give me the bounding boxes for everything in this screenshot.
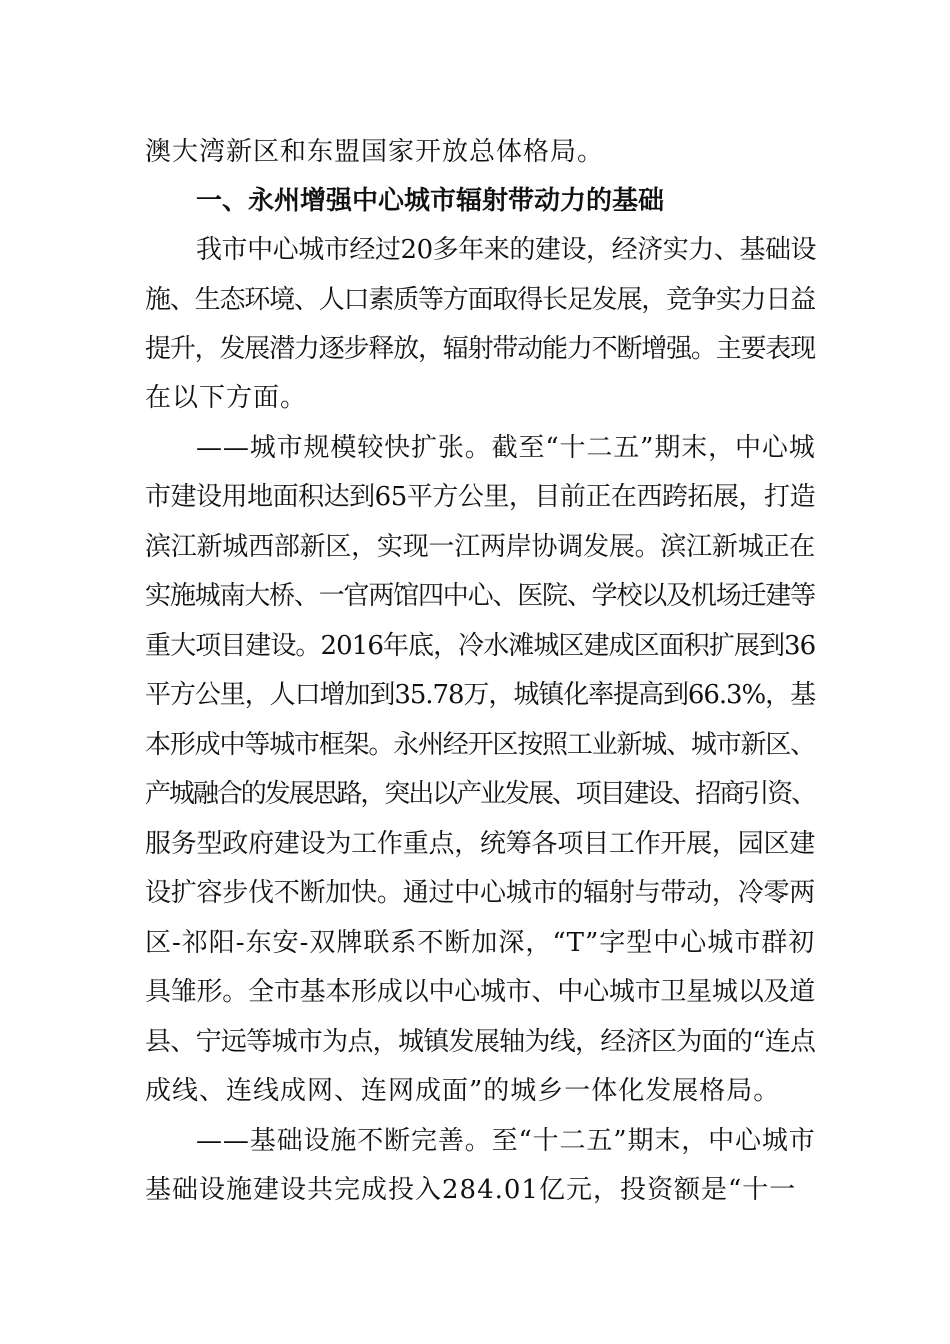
text-line: 我市中心城市经过20多年来的建设，经济实力、基础设 [196, 235, 817, 265]
section-heading: 一、永州增强中心城市辐射带动力的基础 [196, 186, 665, 216]
text-line: 实施城南大桥、一官两馆四中心、医院、学校以及机场迁建等 [145, 581, 816, 611]
text-line: 产城融合的发展思路，突出以产业发展、项目建设、招商引资、 [145, 779, 816, 809]
text-line: 施、生态环境、人口素质等方面取得长足发展，竞争实力日益 [145, 285, 816, 315]
text-line: 成线、连线成网、连网成面”的城乡一体化发展格局。 [145, 1076, 781, 1106]
text-line: 服务型政府建设为工作重点，统筹各项目工作开展，园区建 [145, 829, 816, 859]
text-line: 在以下方面。 [145, 383, 308, 413]
text-line: ——城市规模较快扩张。截至“十二五”期末，中心城 [196, 433, 816, 463]
text-line: 提升，发展潜力逐步释放，辐射带动能力不断增强。主要表现 [145, 334, 816, 364]
text-line: 具雏形。全市基本形成以中心城市、中心城市卫星城以及道 [145, 977, 816, 1007]
text-line: 基础设施建设共完成投入284.01亿元，投资额是“十一 [145, 1175, 797, 1205]
text-line: 县、宁远等城市为点，城镇发展轴为线，经济区为面的“连点 [145, 1027, 816, 1057]
text-line: 本形成中等城市框架。永州经开区按照工业新城、城市新区、 [145, 730, 816, 760]
text-line: 市建设用地面积达到65平方公里，目前正在西跨拓展，打造 [145, 482, 816, 512]
text-line: 澳大湾新区和东盟国家开放总体格局。 [145, 137, 605, 167]
text-line: 滨江新城西部新区，实现一江两岸协调发展。滨江新城正在 [145, 532, 816, 562]
text-line: 设扩容步伐不断加快。通过中心城市的辐射与带动，冷零两 [145, 878, 816, 908]
text-line: 平方公里，人口增加到35.78万，城镇化率提高到66.3%，基 [145, 680, 816, 710]
text-line: 区-祁阳-东安-双牌联系不断加深，“T”字型中心城市群初 [145, 928, 816, 958]
text-line: 重大项目建设。2016年底，冷水滩城区建成区面积扩展到36 [145, 631, 816, 661]
text-line: ——基础设施不断完善。至“十二五”期末，中心城市 [196, 1126, 816, 1156]
